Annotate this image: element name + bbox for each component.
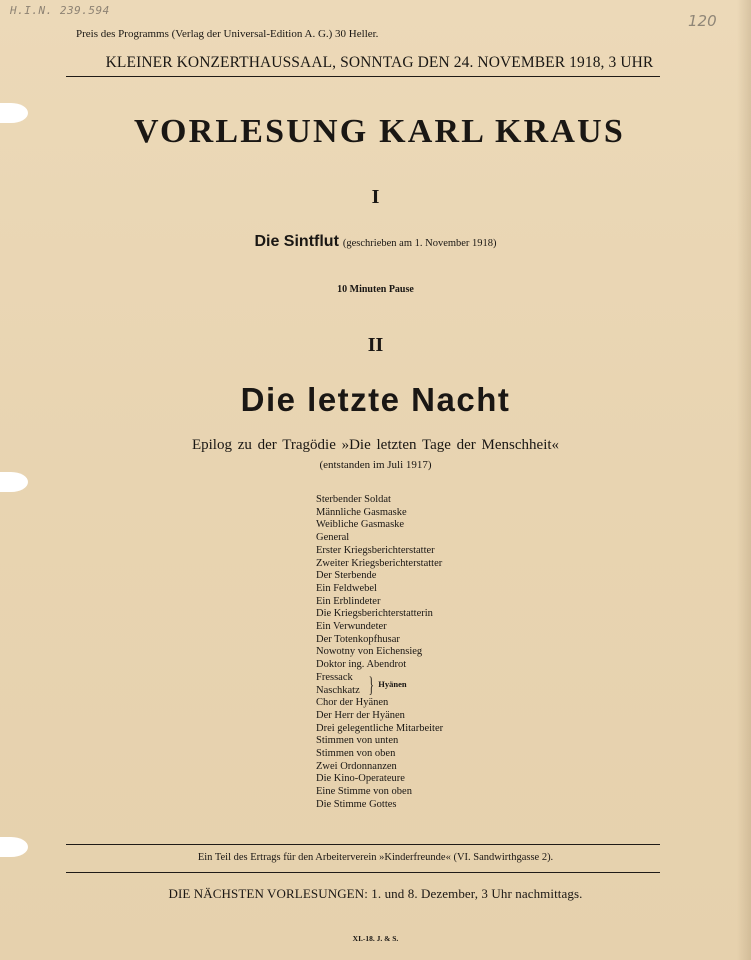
cast-member: Männliche Gasmaske xyxy=(316,506,407,518)
cast-member: Der Sterbende xyxy=(316,570,377,582)
printer-mark: XI.-18. J. & S. xyxy=(352,934,399,943)
cast-member: Die Kriegsberichterstatterin xyxy=(316,608,433,620)
cast-member: Chor der Hyänen xyxy=(316,697,389,709)
cast-member: Fressack xyxy=(316,671,353,683)
part-2-title: Die letzte Nacht xyxy=(240,381,511,418)
footer-rule-top xyxy=(66,844,660,845)
cast-member: Der Herr der Hyänen xyxy=(316,709,405,721)
cast-member: Die Kino-Operateure xyxy=(316,773,405,785)
cast-member: Sterbender Soldat xyxy=(316,494,391,505)
cast-hyena-names xyxy=(316,672,360,697)
cast-group-label: Hyänen xyxy=(378,679,407,690)
cast-list xyxy=(316,494,443,812)
cast-member: General xyxy=(316,532,350,544)
cast-hyena-group xyxy=(316,672,443,697)
cast-member: Zweiter Kriegsberichterstatter xyxy=(316,557,443,569)
cast-member: Eine Stimme von oben xyxy=(316,786,412,798)
part-2-epilog-line: Epilog zu der Tragödie »Die letzten Tage der Menschheit« xyxy=(191,437,560,453)
program-price: Preis des Programms (Verlag der Universal-Edition A. G.) 30 Heller. xyxy=(76,28,379,40)
cast-member: Der Totenkopfhusar xyxy=(316,633,400,645)
venue-date-line: KLEINER KONZERTHAUSSAAL, SONNTAG DEN 24. NOVEMBER 1918, 3 UHR xyxy=(105,54,654,71)
part-2-numeral: II xyxy=(367,334,384,356)
archive-signature: H.I.N. 239.594 xyxy=(10,4,110,17)
part-1-heading xyxy=(0,233,751,251)
header-rule xyxy=(66,76,660,77)
cast-group-brace: } xyxy=(368,671,374,697)
cast-member: Drei gelegentliche Mitarbeiter xyxy=(316,722,444,734)
part-1-numeral: I xyxy=(371,186,380,208)
cast-member: Ein Verwundeter xyxy=(316,621,387,633)
part-2-origin-line: (entstanden im Juli 1917) xyxy=(319,459,432,471)
cast-member: Stimmen von unten xyxy=(316,735,399,747)
cast-member: Stimmen von oben xyxy=(316,748,396,760)
next-readings-note: DIE NÄCHSTEN VORLESUNGEN: 1. und 8. Dezember, 3 Uhr nachmittags. xyxy=(168,886,583,901)
footer-rule-bottom xyxy=(66,872,660,873)
cast-member: Doktor ing. Abendrot xyxy=(316,659,407,671)
part-1-title: Die Sintflut xyxy=(254,233,339,250)
cast-member: Naschkatz xyxy=(316,684,360,696)
cast-member: Ein Erblindeter xyxy=(316,595,381,607)
intermission-note: 10 Minuten Pause xyxy=(337,284,414,295)
cast-member: Zwei Ordonnanzen xyxy=(316,760,397,772)
proceeds-note: Ein Teil des Ertrags für den Arbeiterverein »Kinderfreunde« (VI. Sandwirthgasse 2). xyxy=(197,852,554,863)
cast-member: Weibliche Gasmaske xyxy=(316,519,405,531)
cast-member: Die Stimme Gottes xyxy=(316,798,397,810)
cast-member: Erster Kriegsberichterstatter xyxy=(316,544,435,556)
cast-member: Nowotny von Eichensieg xyxy=(316,646,423,658)
page-title: VORLESUNG KARL KRAUS xyxy=(133,113,626,150)
page-number-mark: 120 xyxy=(688,12,717,30)
part-1-subtitle: (geschrieben am 1. November 1918) xyxy=(342,238,497,249)
cast-member: Ein Feldwebel xyxy=(316,582,377,594)
